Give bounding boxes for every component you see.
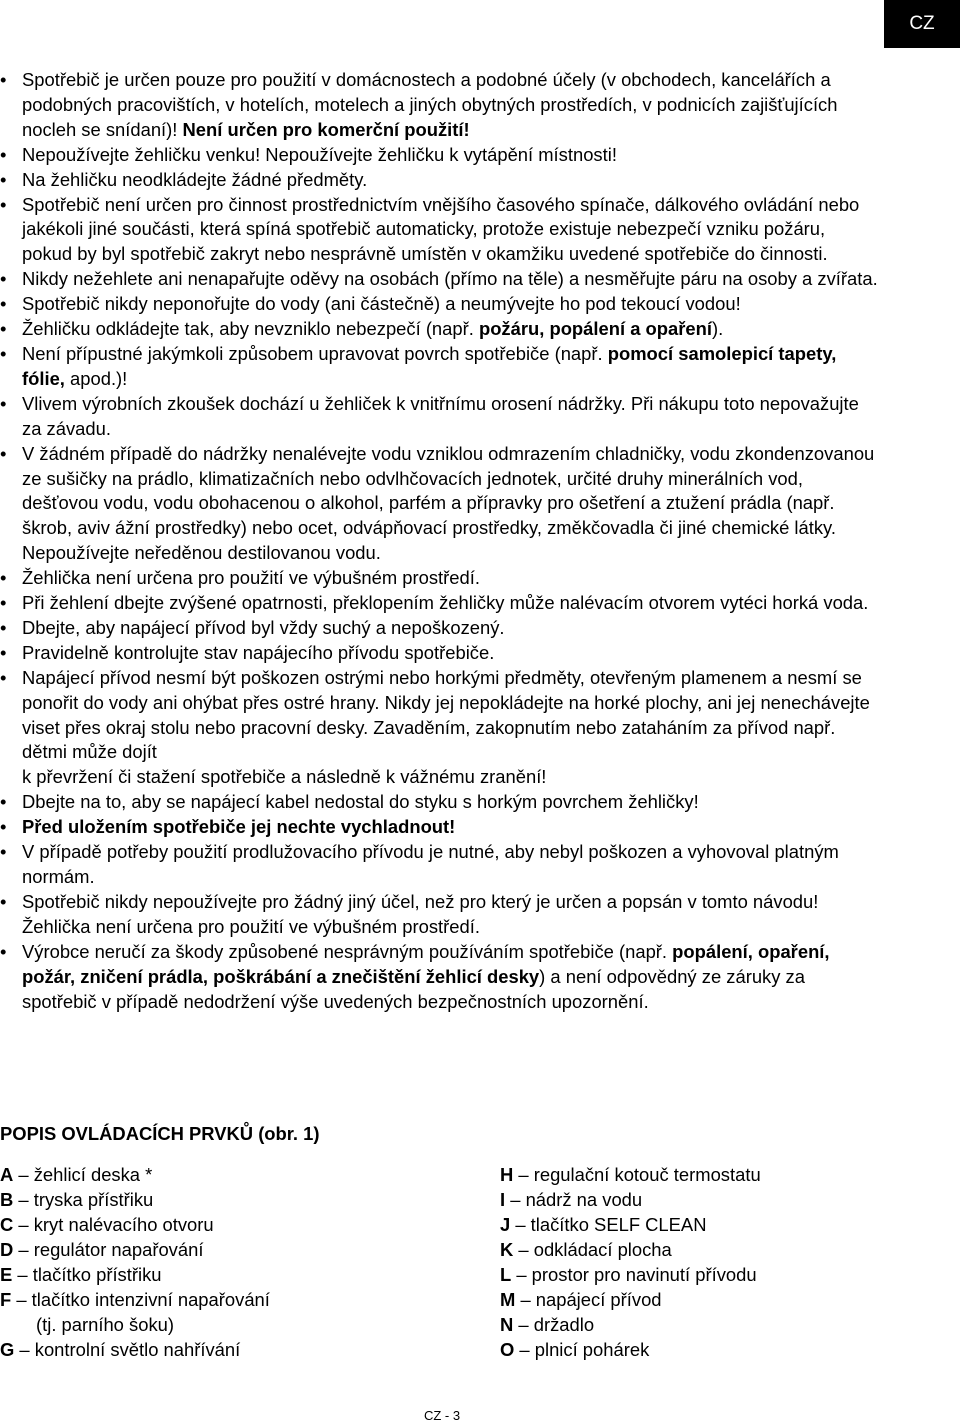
safety-item (0, 342, 880, 392)
section-title-bold: POPIS OVLÁDACÍCH PRVKŮ (0, 1123, 254, 1144)
legend-label: – regulační kotouč termostatu (513, 1164, 761, 1185)
bullet-icon: • (0, 143, 7, 165)
legend-key: M (500, 1289, 516, 1310)
safety-text: Dbejte na to, aby se napájecí kabel nedostal do styku s horkým povrchem žehličky! (22, 791, 699, 813)
bullet-icon: • (0, 567, 7, 589)
safety-item (0, 267, 880, 292)
legend-item (500, 1287, 880, 1312)
safety-text: apod.)! (64, 367, 128, 389)
safety-text: Vlivem výrobních zkoušek dochází u žehliček k vnitřnímu orosení nádržky. Při nákupu toto nepovažujte za závadu. (22, 392, 859, 439)
legend-key: K (500, 1239, 514, 1260)
legend-item (500, 1212, 880, 1237)
safety-text: Spotřebič nikdy neponořujte do vody (ani částečně) a neumývejte ho pod tekoucí vodou! (22, 293, 741, 315)
bullet-icon: • (0, 592, 7, 614)
legend-label: – kryt nalévacího otvoru (13, 1214, 214, 1235)
safety-item (0, 940, 880, 1015)
bullet-icon: • (0, 293, 7, 315)
safety-item (0, 392, 880, 442)
legend-key: A (0, 1164, 14, 1185)
legend-label: – žehlicí deska * (13, 1164, 153, 1185)
legend-item (500, 1162, 880, 1187)
bullet-icon: • (0, 816, 7, 838)
legend-item (500, 1337, 880, 1362)
bullet-icon: • (0, 890, 7, 912)
section-title (0, 1123, 320, 1145)
safety-item (0, 168, 880, 193)
safety-text: Pravidelně kontrolujte stav napájecího přívodu spotřebiče. (22, 641, 495, 663)
legend-key: J (500, 1214, 511, 1235)
safety-item (0, 815, 880, 840)
bullet-icon: • (0, 342, 7, 364)
safety-text: Nepoužívejte žehličku venku! Nepoužívejte žehličku k vytápění místnosti! (22, 143, 617, 165)
legend-item (0, 1287, 470, 1312)
legend-item (0, 1337, 470, 1362)
safety-text: ). (711, 318, 724, 340)
bullet-icon: • (0, 841, 7, 863)
bullet-icon: • (0, 666, 7, 688)
legend-label: – nádrž na vodu (505, 1189, 643, 1210)
safety-text-bold: popálení, opaření, požár, zničení prádla, poškrábání a znečištění žehlicí desky (22, 940, 830, 987)
legend-key: G (0, 1339, 15, 1360)
legend-key: C (0, 1214, 14, 1235)
safety-text: Při žehlení dbejte zvýšené opatrnosti, překlopením žehličky může nalévacím otvorem vytéci horká voda. (22, 592, 869, 614)
legend-key: O (500, 1339, 515, 1360)
safety-text: Spotřebič nikdy nepoužívejte pro žádný jiný účel, než pro který je určen a popsán v tomto návodu! Žehlička není určena pro použití ve výbušném prostředí. (22, 890, 819, 937)
legend-key: F (0, 1289, 12, 1310)
legend-key: L (500, 1264, 512, 1285)
safety-text-bold: Před uložením spotřebiče jej nechte vychladnout! (22, 816, 456, 838)
bullet-icon: • (0, 392, 7, 414)
safety-text: V žádném případě do nádržky nenalévejte vodu vzniklou odmrazením chladničky, vodu zkondenzovanou ze sušičky na prádlo, klimatizačních nebo odvlhčovacích jednotek, určité druhy minerálních vod, dešťovou vodu, vodu obohacenou o alkohol, parfém a přípravky pro ošetření a ztužení prádla (např. škrob, aviv ážní prostředky) nebo ocet, odvápňovací prostředky, změkčovadla či jiné chemické látky. Nepoužívejte neředěnou destilovanou vodu. (22, 442, 875, 564)
legend-item (0, 1187, 470, 1212)
safety-text-bold: Není určen pro komerční použití! (182, 118, 470, 140)
bullet-icon: • (0, 318, 7, 340)
legend-label: (tj. parního šoku) (36, 1314, 174, 1335)
safety-text: Dbejte, aby napájecí přívod byl vždy suchý a nepoškozený. (22, 616, 505, 638)
legend-key: I (500, 1189, 506, 1210)
legend-label: – tlačítko intenzivní napařování (11, 1289, 270, 1310)
controls-legend-left (0, 1162, 470, 1362)
legend-item (0, 1212, 470, 1237)
safety-text: k převržení či stažení spotřebiče a následně k vážnému zranění! (22, 766, 547, 788)
legend-item (500, 1312, 880, 1337)
safety-text: Nikdy nežehlete ani nenapařujte oděvy na osobách (přímo na těle) a nesměřujte páru na osoby a zvířata. (22, 268, 878, 290)
safety-item (0, 442, 880, 567)
legend-label: – držadlo (513, 1314, 595, 1335)
legend-label: – prostor pro navinutí přívodu (511, 1264, 757, 1285)
bullet-icon: • (0, 168, 7, 190)
controls-legend-right (500, 1162, 880, 1362)
legend-label: – odkládací plocha (513, 1239, 672, 1260)
safety-text: V případě potřeby použití prodlužovacího přívodu je nutné, aby nebyl poškozen a vyhovoval platným normám. (22, 841, 839, 887)
bullet-icon: • (0, 69, 7, 90)
legend-label: – tlačítko přístřiku (12, 1264, 162, 1285)
safety-item (0, 292, 880, 317)
safety-text: ) a není odpovědný ze záruky za spotřebič v případě nedodržení výše uvedených bezpečnostních upozornění. (22, 965, 805, 1012)
safety-item (0, 666, 880, 791)
legend-label: – tryska přístřiku (13, 1189, 154, 1210)
legend-item (500, 1187, 880, 1212)
legend-key: D (0, 1239, 14, 1260)
legend-label: – plnicí pohárek (514, 1339, 650, 1360)
safety-text: Není přípustné jakýmkoli způsobem upravovat povrch spotřebiče (např. (22, 342, 608, 364)
safety-item (0, 68, 880, 143)
bullet-icon: • (0, 268, 7, 290)
section-title-rest: (obr. 1) (253, 1123, 320, 1144)
safety-item (0, 890, 880, 940)
legend-label: – tlačítko SELF CLEAN (510, 1214, 707, 1235)
bullet-icon: • (0, 616, 7, 638)
safety-text: Žehličku odkládejte tak, aby nevzniklo nebezpečí (např. (22, 318, 479, 340)
safety-text: Napájecí přívod nesmí být poškozen ostrými nebo horkými předměty, otevřeným plamenem a nesmí se ponořit do vody ani ohýbat přes ostré hrany. Nikdy jej nepokládejte na horké plochy, ani jej nenechávejte viset přes okraj stolu nebo pracovní desky. Zavaděním, zakopnutím nebo zataháním za přívod např. dětmi může dojít (22, 666, 870, 763)
safety-item (0, 317, 880, 342)
safety-item (0, 143, 880, 168)
safety-item (0, 591, 880, 616)
safety-text: Žehlička není určena pro použití ve výbušném prostředí. (22, 567, 480, 589)
safety-item (0, 840, 880, 890)
legend-label: – regulátor napařování (13, 1239, 204, 1260)
bullet-icon: • (0, 442, 7, 464)
safety-instructions-list (0, 68, 880, 1014)
safety-text: Výrobce neručí za škody způsobené nesprávným používáním spotřebiče (např. (22, 940, 673, 962)
language-tab: CZ (884, 0, 960, 48)
legend-key: N (500, 1314, 514, 1335)
bullet-icon: • (0, 791, 7, 813)
legend-item (500, 1237, 880, 1262)
bullet-icon: • (0, 193, 7, 215)
legend-label: – kontrolní světlo nahřívání (14, 1339, 241, 1360)
safety-item (0, 566, 880, 591)
legend-item (0, 1237, 470, 1262)
safety-item (0, 641, 880, 666)
safety-item (0, 616, 880, 641)
safety-text-bold: pomocí samolepicí tapety, fólie, (22, 342, 837, 389)
legend-key: E (0, 1264, 13, 1285)
safety-text: Na žehličku neodkládejte žádné předměty. (22, 168, 368, 190)
legend-item (0, 1312, 470, 1337)
bullet-icon: • (0, 641, 7, 663)
legend-label: – napájecí přívod (515, 1289, 662, 1310)
legend-item (0, 1262, 470, 1287)
legend-item (0, 1162, 470, 1187)
safety-item (0, 193, 880, 268)
safety-text: Spotřebič je určen pouze pro použití v domácnostech a podobné účely (v obchodech, kancelářích a podobných pracovištích, v hotelích, motelech a jiných obytných prostředích, v podnicích zajišťujících nocleh se snídaní)! (22, 69, 838, 140)
safety-text-bold: požáru, popálení a opaření (478, 318, 712, 340)
legend-key: H (500, 1164, 514, 1185)
safety-text: Spotřebič není určen pro činnost prostřednictvím vnějšího časového spínače, dálkového ovládání nebo jakékoli jiné součásti, která spíná spotřebič automaticky, protože existuje nebezpečí vzniku požáru, pokud by byl spotřebič zakryt nebo nesprávně umístěn v okamžiku uvedené spotřebiče do činnosti. (22, 193, 860, 265)
bullet-icon: • (0, 940, 7, 962)
safety-item (0, 790, 880, 815)
legend-key: B (0, 1189, 14, 1210)
legend-item (500, 1262, 880, 1287)
page-number: CZ - 3 (423, 1408, 461, 1423)
